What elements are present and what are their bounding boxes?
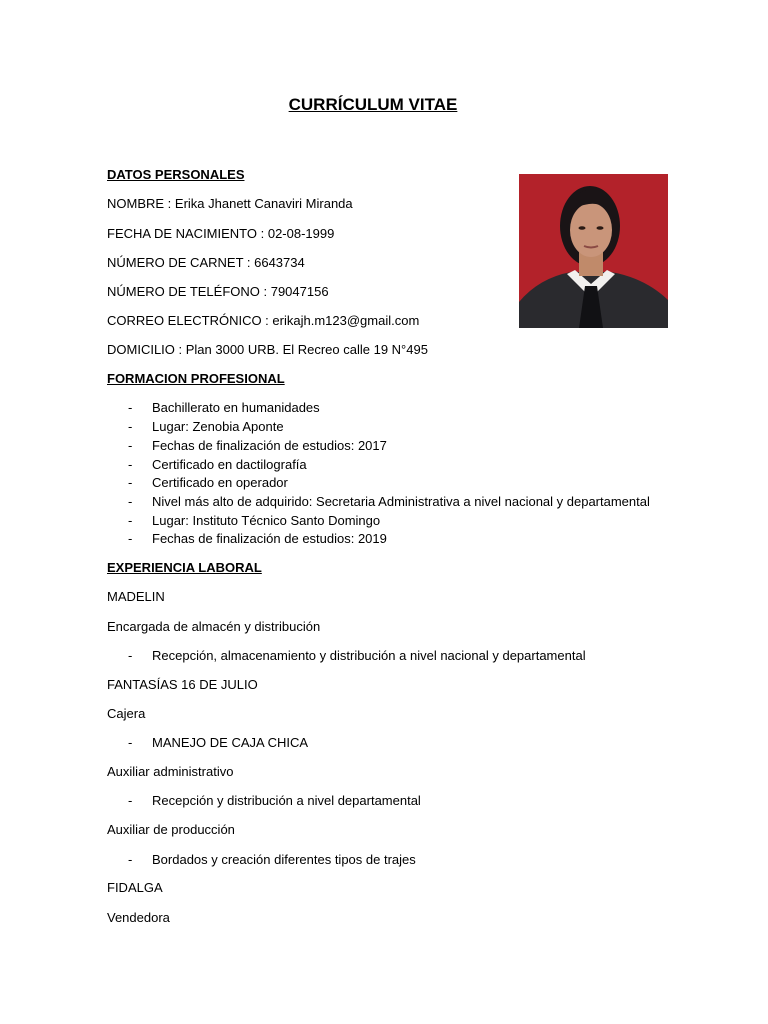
document-title: CURRÍCULUM VITAE xyxy=(288,95,458,114)
bullet-dash: - xyxy=(128,513,133,528)
company-name: FANTASÍAS 16 DE JULIO xyxy=(107,677,258,692)
bullet-dash: - xyxy=(128,494,133,509)
job-role: Vendedora xyxy=(107,910,170,925)
personal-heading: DATOS PERSONALES xyxy=(107,167,245,182)
company-name: FIDALGA xyxy=(107,880,163,895)
bullet-dash: - xyxy=(128,457,133,472)
bullet-dash: - xyxy=(128,648,133,663)
portrait-image xyxy=(519,174,668,328)
job-role: Auxiliar administrativo xyxy=(107,764,234,779)
job-task: Bordados y creación diferentes tipos de trajes xyxy=(152,852,416,867)
bullet-dash: - xyxy=(128,793,133,808)
education-item: Fechas de finalización de estudios: 2019 xyxy=(152,531,387,546)
bullet-dash: - xyxy=(128,438,133,453)
education-item: Bachillerato en humanidades xyxy=(152,400,320,415)
id-line: NÚMERO DE CARNET : 6643734 xyxy=(107,255,305,270)
address-line: DOMICILIO : Plan 3000 URB. El Recreo calle 19 N°495 xyxy=(107,342,428,357)
birthdate-line: FECHA DE NACIMIENTO : 02-08-1999 xyxy=(107,226,335,241)
education-item: Certificado en dactilografía xyxy=(152,457,307,472)
education-item: Fechas de finalización de estudios: 2017 xyxy=(152,438,387,453)
bullet-dash: - xyxy=(128,852,133,867)
job-task: Recepción y distribución a nivel departamental xyxy=(152,793,421,808)
experience-heading: EXPERIENCIA LABORAL xyxy=(107,560,262,575)
profile-photo xyxy=(519,174,668,328)
education-heading: FORMACION PROFESIONAL xyxy=(107,371,285,386)
job-task: Recepción, almacenamiento y distribución a nivel nacional y departamental xyxy=(152,648,586,663)
company-name: MADELIN xyxy=(107,589,165,604)
email-line: CORREO ELECTRÓNICO : erikajh.m123@gmail.com xyxy=(107,313,420,328)
name-line: NOMBRE : Erika Jhanett Canaviri Miranda xyxy=(107,196,353,211)
job-task: MANEJO DE CAJA CHICA xyxy=(152,735,309,750)
bullet-dash: - xyxy=(128,735,133,750)
bullet-dash: - xyxy=(128,475,133,490)
bullet-dash: - xyxy=(128,419,133,434)
bullet-dash: - xyxy=(128,400,133,415)
job-role: Cajera xyxy=(107,706,146,721)
education-item: Nivel más alto de adquirido: Secretaria Administrativa a nivel nacional y departamental xyxy=(152,494,650,509)
bullet-dash: - xyxy=(128,531,133,546)
job-role: Encargada de almacén y distribución xyxy=(107,619,321,634)
job-role: Auxiliar de producción xyxy=(107,822,235,837)
phone-line: NÚMERO DE TELÉFONO : 79047156 xyxy=(107,284,329,299)
education-item: Lugar: Instituto Técnico Santo Domingo xyxy=(152,513,381,528)
education-item: Certificado en operador xyxy=(152,475,288,490)
education-item: Lugar: Zenobia Aponte xyxy=(152,419,284,434)
